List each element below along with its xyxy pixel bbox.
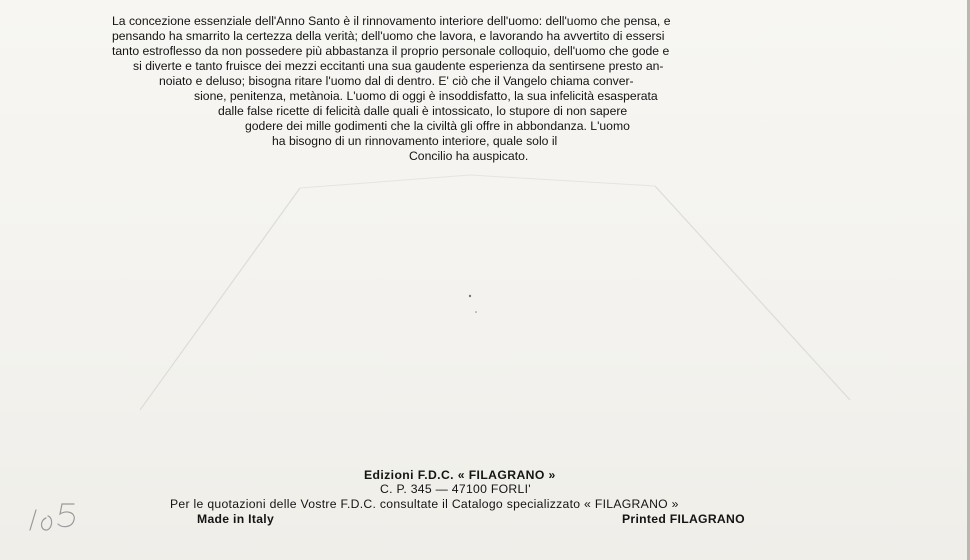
text-line: sione, penitenza, metànoia. L'uomo di oggi è insoddisfatto, la sua infelicità esasperata	[194, 89, 658, 103]
pencil-note-105	[24, 496, 94, 536]
text-line: noiato e deluso; bisogna ritare l'uomo dal di dentro. E' ciò che il Vangelo chiama conver-	[159, 74, 634, 88]
text-line: tanto estroflesso da non possedere più abbastanza il proprio personale colloquio, dell'uomo che gode e	[112, 44, 670, 58]
text-line: La concezione essenziale dell'Anno Santo è il rinnovamento interiore dell'uomo: dell'uomo che pensa, e	[112, 14, 671, 28]
catalog-note: Per le quotazioni delle Vostre F.D.C. consultate il Catalogo specializzato « FILAGRANO »	[170, 497, 679, 511]
text-line: Concilio ha auspicato.	[409, 149, 529, 163]
publisher-address: C. P. 345 — 47100 FORLI'	[380, 482, 531, 496]
text-line: pensando ha smarrito la certezza della verità; dell'uomo che lavora, e lavorando ha avvertito di essersi	[112, 29, 665, 43]
text-line: si diverte e tanto fruisce dei mezzi eccitanti una sua gaudente esperienza da sentirsene presto an-	[133, 59, 664, 73]
publisher-name: Edizioni F.D.C. « FILAGRANO »	[364, 468, 556, 482]
text-line: ha bisogno di un rinnovamento interiore, quale solo il	[272, 134, 558, 148]
text-line: dalle false ricette di felicità dalle quali è intossicato, lo stupore di non sapere	[218, 104, 628, 118]
made-in-label: Made in Italy	[197, 512, 275, 526]
text-line: godere dei mille godimenti che la civiltà gli offre in abbondanza. L'uomo	[245, 119, 630, 133]
printed-by-label: Printed FILAGRANO	[622, 512, 745, 526]
